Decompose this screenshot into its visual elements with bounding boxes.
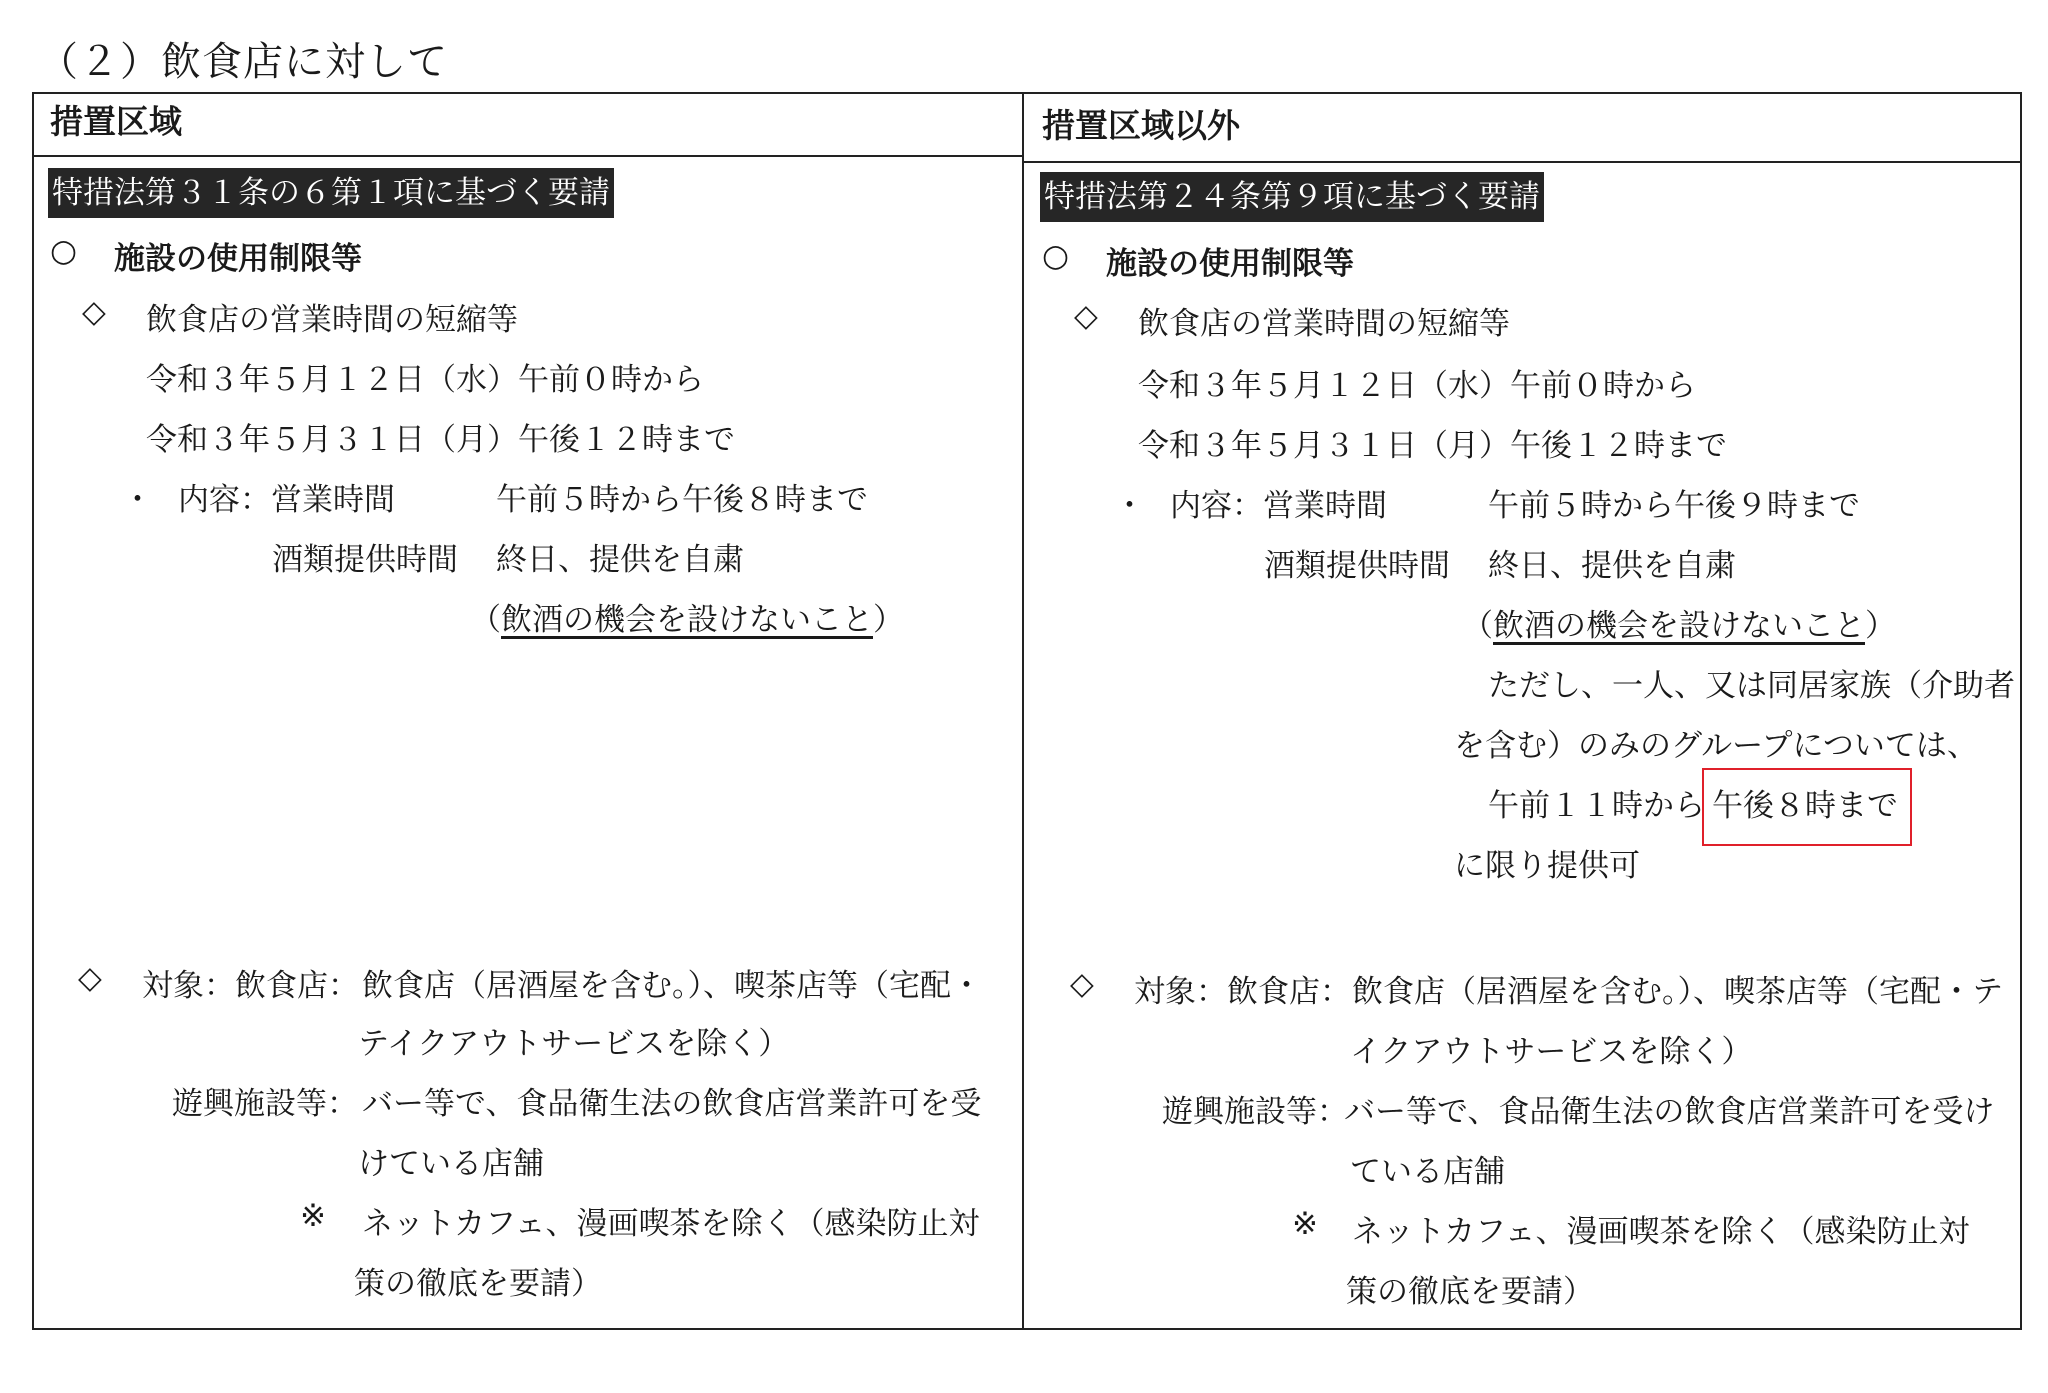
left-alcohol-value: 終日、提供を自粛	[496, 542, 744, 578]
left-period-to: 令和３年５月３１日（月）午後１２時まで	[146, 422, 735, 458]
left-target-line2: テイクアウトサービスを除く）	[358, 1026, 790, 1062]
left-asterisk: ※	[300, 1198, 326, 1234]
left-alcohol-label: 酒類提供時間	[272, 542, 458, 578]
right-content-label: 内容：営業時間	[1170, 488, 1387, 524]
right-exception-line4: に限り提供可	[1454, 848, 1640, 884]
left-except-line2: 策の徹底を要請）	[354, 1266, 602, 1302]
left-banner: 特措法第３１条の６第１項に基づく要請	[48, 168, 614, 218]
right-exception-line3a: 午前１１時から	[1488, 788, 1705, 824]
right-banner: 特措法第２４条第９項に基づく要請	[1040, 172, 1544, 222]
left-content-label: 内容：営業時間	[178, 482, 395, 518]
left-header-divider	[32, 155, 1024, 157]
left-target-label: 対象：飲食店：	[142, 968, 359, 1004]
page-title: （２）飲食店に対して	[38, 39, 448, 85]
right-period-from: 令和３年５月１２日（水）午前０時から	[1138, 368, 1696, 404]
right-section-title: 施設の使用制限等	[1106, 246, 1354, 282]
right-note-paren-open: （	[1462, 608, 1493, 644]
right-amuse-line2: ている店舗	[1350, 1154, 1505, 1190]
left-period-from: 令和３年５月１２日（水）午前０時から	[146, 362, 704, 398]
right-amuse-label: 遊興施設等：	[1162, 1094, 1348, 1130]
right-exception-line2: を含む）のみのグループについては、	[1454, 728, 1978, 764]
right-alcohol-label: 酒類提供時間	[1264, 548, 1450, 584]
left-diamond-icon: ◇	[82, 294, 106, 330]
highlight-box	[1702, 768, 1912, 846]
right-hours-value: 午前５時から午後９時まで	[1488, 488, 1860, 524]
left-note	[470, 594, 904, 639]
right-target-diamond-icon: ◇	[1070, 966, 1094, 1002]
right-except-line1: ネットカフェ、漫画喫茶を除く（感染防止対	[1352, 1214, 1970, 1250]
right-alcohol-value: 終日、提供を自粛	[1488, 548, 1736, 584]
right-note-paren-close: ）	[1865, 608, 1896, 644]
left-amuse-line1: バー等で、食品衛生法の飲食店営業許可を受	[362, 1086, 982, 1122]
right-exception-line1: ただし、一人、又は同居家族（介助者	[1488, 668, 2015, 704]
right-header-divider	[1022, 161, 2022, 163]
right-except-line2: 策の徹底を要請）	[1346, 1274, 1594, 1310]
left-note-paren-open: （	[470, 602, 501, 638]
right-target-line2: イクアウトサービスを除く）	[1350, 1034, 1753, 1070]
left-subsection-title: 飲食店の営業時間の短縮等	[146, 302, 518, 338]
left-target-diamond-icon: ◇	[78, 960, 102, 996]
right-exception-line3b: 午後８時まで	[1712, 788, 1898, 824]
left-target-line1: 飲食店（居酒屋を含む。）、喫茶店等（宅配・	[362, 968, 982, 1004]
left-note-paren-close: ）	[873, 602, 904, 638]
right-target-label: 対象：飲食店：	[1134, 974, 1351, 1010]
right-bullet-marker: ○	[1042, 238, 1070, 274]
left-bullet-marker: ○	[50, 233, 78, 269]
left-dot-marker: ・	[122, 482, 153, 518]
right-note	[1462, 600, 1896, 645]
left-note-text: 飲酒の機会を設けないこと	[501, 602, 873, 638]
right-note-text: 飲酒の機会を設けないこと	[1493, 608, 1865, 644]
column-divider	[1022, 92, 1024, 1330]
right-subsection-title: 飲食店の営業時間の短縮等	[1138, 306, 1510, 342]
right-target-line1: 飲食店（居酒屋を含む。）、喫茶店等（宅配・テ	[1352, 974, 2003, 1010]
left-except-line1: ネットカフェ、漫画喫茶を除く（感染防止対	[362, 1206, 980, 1242]
left-hours-value: 午前５時から午後８時まで	[496, 482, 868, 518]
right-header: 措置区域以外	[1042, 106, 1240, 145]
right-asterisk: ※	[1292, 1206, 1318, 1242]
left-section-title: 施設の使用制限等	[114, 241, 362, 277]
right-period-to: 令和３年５月３１日（月）午後１２時まで	[1138, 428, 1727, 464]
right-amuse-line1: バー等で、食品衛生法の飲食店営業許可を受け	[1344, 1094, 1995, 1130]
left-amuse-label: 遊興施設等：	[172, 1086, 358, 1122]
left-amuse-line2: けている店舗	[358, 1146, 544, 1182]
right-dot-marker: ・	[1114, 488, 1145, 524]
right-diamond-icon: ◇	[1074, 298, 1098, 334]
left-header: 措置区域	[50, 102, 182, 141]
